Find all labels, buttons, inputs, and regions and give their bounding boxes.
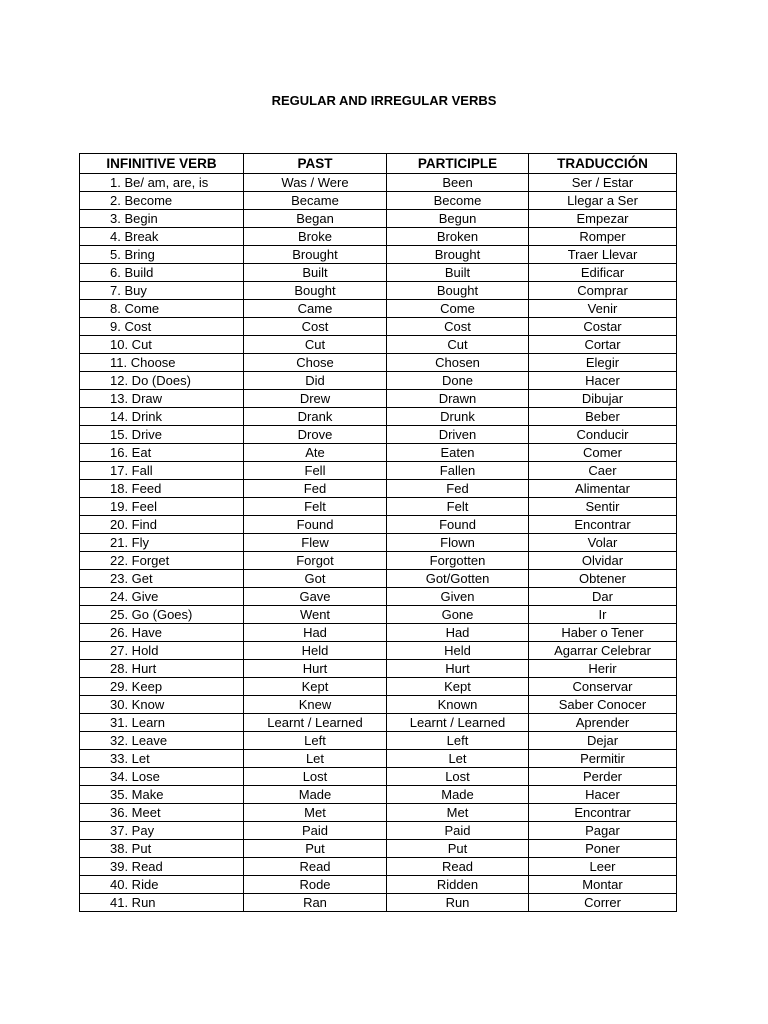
- past-cell: Became: [244, 192, 387, 210]
- participle-cell: Given: [387, 588, 529, 606]
- verbs-table: [79, 153, 677, 912]
- past-cell: Flew: [244, 534, 387, 552]
- past-cell: Found: [244, 516, 387, 534]
- participle-cell: Flown: [387, 534, 529, 552]
- traduccion-cell: Traer Llevar: [529, 246, 677, 264]
- participle-cell: Fallen: [387, 462, 529, 480]
- traduccion-cell: Conservar: [529, 678, 677, 696]
- traduccion-cell: Caer: [529, 462, 677, 480]
- table-row: [80, 588, 677, 606]
- traduccion-cell: Dibujar: [529, 390, 677, 408]
- table-row: [80, 192, 677, 210]
- traduccion-cell: Encontrar: [529, 804, 677, 822]
- past-cell: Gave: [244, 588, 387, 606]
- past-cell: Left: [244, 732, 387, 750]
- infinitive-cell: 34. Lose: [80, 768, 244, 786]
- table-row: [80, 390, 677, 408]
- infinitive-cell: 24. Give: [80, 588, 244, 606]
- past-cell: Drew: [244, 390, 387, 408]
- participle-cell: Cut: [387, 336, 529, 354]
- table-row: [80, 696, 677, 714]
- traduccion-cell: Perder: [529, 768, 677, 786]
- infinitive-cell: 5. Bring: [80, 246, 244, 264]
- participle-cell: Been: [387, 174, 529, 192]
- participle-cell: Forgotten: [387, 552, 529, 570]
- infinitive-cell: 26. Have: [80, 624, 244, 642]
- infinitive-cell: 27. Hold: [80, 642, 244, 660]
- infinitive-cell: 12. Do (Does): [80, 372, 244, 390]
- infinitive-cell: 29. Keep: [80, 678, 244, 696]
- traduccion-cell: Permitir: [529, 750, 677, 768]
- past-cell: Drank: [244, 408, 387, 426]
- table-row: [80, 876, 677, 894]
- participle-cell: Known: [387, 696, 529, 714]
- participle-cell: Built: [387, 264, 529, 282]
- past-cell: Felt: [244, 498, 387, 516]
- infinitive-cell: 20. Find: [80, 516, 244, 534]
- participle-cell: Met: [387, 804, 529, 822]
- table-body: [80, 174, 677, 912]
- infinitive-cell: 40. Ride: [80, 876, 244, 894]
- table-row: [80, 660, 677, 678]
- participle-cell: Drawn: [387, 390, 529, 408]
- past-cell: Read: [244, 858, 387, 876]
- traduccion-cell: Cortar: [529, 336, 677, 354]
- participle-cell: Drunk: [387, 408, 529, 426]
- table-row: [80, 516, 677, 534]
- table-row: [80, 822, 677, 840]
- infinitive-cell: 28. Hurt: [80, 660, 244, 678]
- traduccion-cell: Montar: [529, 876, 677, 894]
- table-row: [80, 354, 677, 372]
- past-cell: Rode: [244, 876, 387, 894]
- infinitive-cell: 33. Let: [80, 750, 244, 768]
- past-cell: Ate: [244, 444, 387, 462]
- table-row: [80, 426, 677, 444]
- table-row: [80, 678, 677, 696]
- infinitive-cell: 31. Learn: [80, 714, 244, 732]
- past-cell: Forgot: [244, 552, 387, 570]
- infinitive-cell: 18. Feed: [80, 480, 244, 498]
- past-cell: Met: [244, 804, 387, 822]
- participle-cell: Brought: [387, 246, 529, 264]
- table-row: [80, 552, 677, 570]
- infinitive-cell: 15. Drive: [80, 426, 244, 444]
- traduccion-cell: Llegar a Ser: [529, 192, 677, 210]
- past-cell: Had: [244, 624, 387, 642]
- table-row: [80, 732, 677, 750]
- infinitive-cell: 4. Break: [80, 228, 244, 246]
- traduccion-cell: Herir: [529, 660, 677, 678]
- traduccion-cell: Leer: [529, 858, 677, 876]
- infinitive-cell: 37. Pay: [80, 822, 244, 840]
- participle-cell: Read: [387, 858, 529, 876]
- infinitive-cell: 19. Feel: [80, 498, 244, 516]
- participle-cell: Felt: [387, 498, 529, 516]
- participle-cell: Learnt / Learned: [387, 714, 529, 732]
- infinitive-cell: 11. Choose: [80, 354, 244, 372]
- traduccion-cell: Hacer: [529, 786, 677, 804]
- traduccion-cell: Empezar: [529, 210, 677, 228]
- infinitive-cell: 22. Forget: [80, 552, 244, 570]
- traduccion-cell: Comprar: [529, 282, 677, 300]
- participle-cell: Driven: [387, 426, 529, 444]
- traduccion-cell: Poner: [529, 840, 677, 858]
- traduccion-cell: Hacer: [529, 372, 677, 390]
- infinitive-cell: 3. Begin: [80, 210, 244, 228]
- table-row: [80, 624, 677, 642]
- traduccion-cell: Pagar: [529, 822, 677, 840]
- traduccion-cell: Haber o Tener: [529, 624, 677, 642]
- infinitive-cell: 23. Get: [80, 570, 244, 588]
- participle-cell: Cost: [387, 318, 529, 336]
- past-cell: Broke: [244, 228, 387, 246]
- traduccion-cell: Venir: [529, 300, 677, 318]
- past-cell: Chose: [244, 354, 387, 372]
- infinitive-cell: 13. Draw: [80, 390, 244, 408]
- past-cell: Cut: [244, 336, 387, 354]
- traduccion-cell: Edificar: [529, 264, 677, 282]
- infinitive-cell: 30. Know: [80, 696, 244, 714]
- participle-cell: Had: [387, 624, 529, 642]
- participle-cell: Made: [387, 786, 529, 804]
- participle-cell: Gone: [387, 606, 529, 624]
- traduccion-cell: Sentir: [529, 498, 677, 516]
- infinitive-cell: 6. Build: [80, 264, 244, 282]
- traduccion-cell: Obtener: [529, 570, 677, 588]
- traduccion-cell: Alimentar: [529, 480, 677, 498]
- traduccion-cell: Beber: [529, 408, 677, 426]
- participle-cell: Lost: [387, 768, 529, 786]
- infinitive-cell: 38. Put: [80, 840, 244, 858]
- past-cell: Built: [244, 264, 387, 282]
- participle-cell: Held: [387, 642, 529, 660]
- table-row: [80, 570, 677, 588]
- past-cell: Hurt: [244, 660, 387, 678]
- table-row: [80, 642, 677, 660]
- table-row: [80, 894, 677, 912]
- header-past: PAST: [244, 154, 387, 174]
- table-row: [80, 498, 677, 516]
- header-traduccion: TRADUCCIÓN: [529, 154, 677, 174]
- infinitive-cell: 41. Run: [80, 894, 244, 912]
- table-row: [80, 858, 677, 876]
- infinitive-cell: 35. Make: [80, 786, 244, 804]
- past-cell: Began: [244, 210, 387, 228]
- traduccion-cell: Olvidar: [529, 552, 677, 570]
- past-cell: Cost: [244, 318, 387, 336]
- table-row: [80, 840, 677, 858]
- table-row: [80, 372, 677, 390]
- past-cell: Ran: [244, 894, 387, 912]
- traduccion-cell: Saber Conocer: [529, 696, 677, 714]
- past-cell: Learnt / Learned: [244, 714, 387, 732]
- participle-cell: Eaten: [387, 444, 529, 462]
- participle-cell: Hurt: [387, 660, 529, 678]
- infinitive-cell: 8. Come: [80, 300, 244, 318]
- table-row: [80, 786, 677, 804]
- infinitive-cell: 25. Go (Goes): [80, 606, 244, 624]
- participle-cell: Left: [387, 732, 529, 750]
- participle-cell: Become: [387, 192, 529, 210]
- traduccion-cell: Dejar: [529, 732, 677, 750]
- past-cell: Got: [244, 570, 387, 588]
- infinitive-cell: 10. Cut: [80, 336, 244, 354]
- past-cell: Brought: [244, 246, 387, 264]
- past-cell: Held: [244, 642, 387, 660]
- traduccion-cell: Romper: [529, 228, 677, 246]
- participle-cell: Got/Gotten: [387, 570, 529, 588]
- participle-cell: Chosen: [387, 354, 529, 372]
- past-cell: Came: [244, 300, 387, 318]
- past-cell: Fell: [244, 462, 387, 480]
- infinitive-cell: 9. Cost: [80, 318, 244, 336]
- past-cell: Made: [244, 786, 387, 804]
- participle-cell: Put: [387, 840, 529, 858]
- past-cell: Paid: [244, 822, 387, 840]
- infinitive-cell: 7. Buy: [80, 282, 244, 300]
- table-row: [80, 534, 677, 552]
- table-row: [80, 804, 677, 822]
- past-cell: Fed: [244, 480, 387, 498]
- participle-cell: Done: [387, 372, 529, 390]
- participle-cell: Ridden: [387, 876, 529, 894]
- infinitive-cell: 21. Fly: [80, 534, 244, 552]
- traduccion-cell: Agarrar Celebrar: [529, 642, 677, 660]
- traduccion-cell: Ser / Estar: [529, 174, 677, 192]
- traduccion-cell: Conducir: [529, 426, 677, 444]
- table-row: [80, 768, 677, 786]
- past-cell: Let: [244, 750, 387, 768]
- table-row: [80, 210, 677, 228]
- table-row: [80, 246, 677, 264]
- table-row: [80, 336, 677, 354]
- past-cell: Knew: [244, 696, 387, 714]
- traduccion-cell: Dar: [529, 588, 677, 606]
- infinitive-cell: 17. Fall: [80, 462, 244, 480]
- traduccion-cell: Comer: [529, 444, 677, 462]
- past-cell: Put: [244, 840, 387, 858]
- participle-cell: Paid: [387, 822, 529, 840]
- past-cell: Kept: [244, 678, 387, 696]
- infinitive-cell: 2. Become: [80, 192, 244, 210]
- table-row: [80, 480, 677, 498]
- header-participle: PARTICIPLE: [387, 154, 529, 174]
- past-cell: Bought: [244, 282, 387, 300]
- table-row: [80, 174, 677, 192]
- header-infinitive: INFINITIVE VERB: [80, 154, 244, 174]
- table-header-row: [80, 154, 677, 174]
- table-row: [80, 282, 677, 300]
- table-row: [80, 444, 677, 462]
- infinitive-cell: 14. Drink: [80, 408, 244, 426]
- table-row: [80, 462, 677, 480]
- participle-cell: Let: [387, 750, 529, 768]
- table-row: [80, 264, 677, 282]
- participle-cell: Begun: [387, 210, 529, 228]
- document-title: REGULAR AND IRREGULAR VERBS: [271, 93, 497, 108]
- past-cell: Drove: [244, 426, 387, 444]
- traduccion-cell: Volar: [529, 534, 677, 552]
- traduccion-cell: Correr: [529, 894, 677, 912]
- participle-cell: Broken: [387, 228, 529, 246]
- past-cell: Went: [244, 606, 387, 624]
- infinitive-cell: 1. Be/ am, are, is: [80, 174, 244, 192]
- traduccion-cell: Elegir: [529, 354, 677, 372]
- traduccion-cell: Encontrar: [529, 516, 677, 534]
- table-row: [80, 300, 677, 318]
- table-row: [80, 750, 677, 768]
- past-cell: Was / Were: [244, 174, 387, 192]
- table-row: [80, 318, 677, 336]
- participle-cell: Kept: [387, 678, 529, 696]
- infinitive-cell: 16. Eat: [80, 444, 244, 462]
- past-cell: Did: [244, 372, 387, 390]
- infinitive-cell: 32. Leave: [80, 732, 244, 750]
- traduccion-cell: Ir: [529, 606, 677, 624]
- traduccion-cell: Aprender: [529, 714, 677, 732]
- table-row: [80, 606, 677, 624]
- table-row: [80, 408, 677, 426]
- participle-cell: Come: [387, 300, 529, 318]
- table-row: [80, 714, 677, 732]
- participle-cell: Bought: [387, 282, 529, 300]
- infinitive-cell: 36. Meet: [80, 804, 244, 822]
- participle-cell: Fed: [387, 480, 529, 498]
- table-row: [80, 228, 677, 246]
- infinitive-cell: 39. Read: [80, 858, 244, 876]
- traduccion-cell: Costar: [529, 318, 677, 336]
- participle-cell: Found: [387, 516, 529, 534]
- participle-cell: Run: [387, 894, 529, 912]
- past-cell: Lost: [244, 768, 387, 786]
